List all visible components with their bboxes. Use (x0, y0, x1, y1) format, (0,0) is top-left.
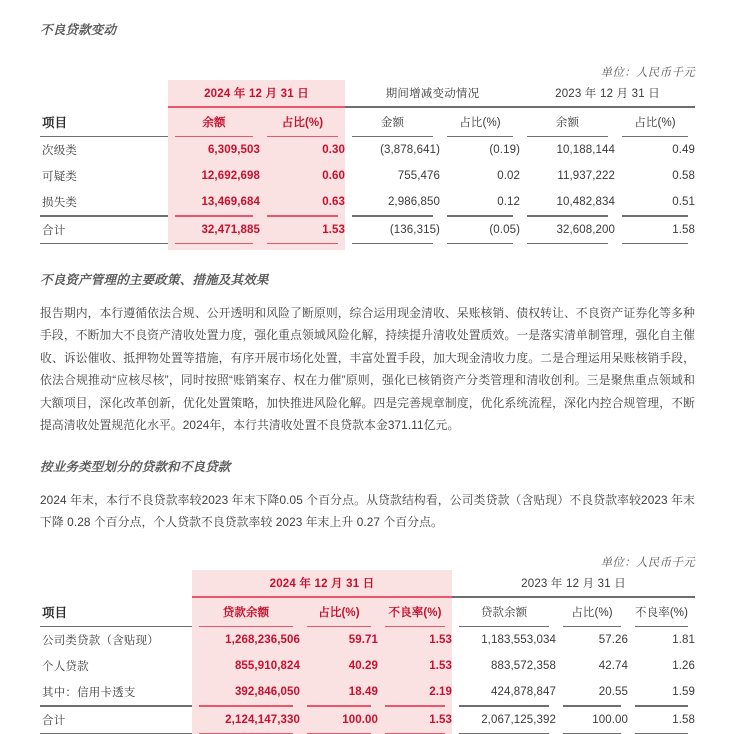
column-header-2024-share: 占比(%) (260, 108, 345, 136)
row-cell: 12,692,698 (168, 163, 260, 189)
column-header-item: 项目 (42, 115, 68, 130)
total-cell: 32,471,885 (168, 217, 260, 243)
group-header-blank (40, 570, 192, 596)
group-header-2024: 2024 年 12 月 31 日 (168, 80, 345, 106)
loans-by-type-table (40, 570, 695, 734)
row-cell: 10,188,144 (556, 144, 616, 157)
column-header-item: 项目 (42, 605, 68, 620)
table-row (40, 679, 695, 705)
column-header-2024-share: 占比(%) (300, 598, 378, 626)
row-cell: 18.49 (300, 679, 378, 705)
row-label: 可疑类 (42, 171, 78, 184)
row-cell: 1.53 (378, 627, 452, 653)
unit-label-table2: 单位：人民币千元 (600, 556, 695, 569)
row-cell: 2.19 (378, 679, 452, 705)
total-label: 合计 (42, 224, 66, 237)
table-row (40, 653, 695, 679)
row-label: 个人贷款 (42, 661, 89, 674)
row-cell: 0.51 (672, 196, 696, 209)
table-row (40, 163, 695, 189)
group-header-blank (40, 80, 168, 106)
npl-change-table (40, 80, 695, 250)
row-cell: 0.63 (260, 189, 345, 215)
row-cell: 1.26 (672, 660, 696, 673)
total-cell: 2,124,147,330 (192, 707, 300, 733)
column-header-change-share: 占比(%) (459, 116, 501, 129)
total-cell: 100.00 (592, 713, 629, 726)
row-cell: (3,878,641) (380, 144, 440, 157)
spacer (40, 38, 695, 64)
spacer (40, 288, 695, 302)
row-cell: 0.12 (497, 196, 521, 209)
group-header-2023: 2023 年 12 月 31 日 (555, 88, 660, 100)
row-cell: 40.29 (300, 653, 378, 679)
table-row (40, 189, 695, 215)
total-cell: 1.53 (378, 707, 452, 733)
group-header-2023: 2023 年 12 月 31 日 (521, 577, 626, 590)
row-label: 次级类 (42, 145, 78, 158)
column-header-2024-loan-balance: 贷款余额 (192, 598, 300, 626)
section-title-npa-policy: 不良资产管理的主要政策、措施及其效果 (40, 272, 269, 287)
spacer (40, 250, 695, 270)
row-cell: 11,937,222 (557, 170, 616, 183)
row-cell: 0.58 (672, 170, 696, 183)
group-header-2024: 2024 年 12 月 31 日 (192, 570, 452, 596)
row-cell: 0.60 (260, 163, 345, 189)
row-cell: 424,878,847 (490, 686, 557, 699)
total-cell: 2,067,125,392 (481, 713, 557, 726)
column-header-2024-balance: 余额 (168, 108, 260, 136)
column-header-2023-share: 占比(%) (571, 606, 613, 619)
column-header-2023-share: 占比(%) (634, 116, 676, 129)
spacer (40, 475, 695, 489)
row-cell: 855,910,824 (192, 653, 300, 679)
row-cell: 1,183,553,034 (481, 634, 557, 647)
total-cell: (136,315) (389, 223, 440, 236)
column-header-2024-npl-ratio: 不良率(%) (378, 598, 452, 626)
row-cell: 1,268,236,506 (192, 627, 300, 653)
row-cell: 6,309,503 (168, 137, 260, 163)
row-cell: 13,469,684 (168, 189, 260, 215)
column-header-2023-loan-balance: 贷款余额 (480, 606, 528, 619)
row-cell: 1.53 (378, 653, 452, 679)
paragraph-loans-by-type: 2024 年末，本行不良贷款率较2023 年末下降0.05 个百分点。从贷款结构看，公司类贷款（含贴现）不良贷款率较2023 年末下降 0.28 个百分点，个人贷款不良贷款率较 2023 年末上升 0.27 个百分点。 (40, 492, 695, 530)
table-row (40, 137, 695, 163)
row-cell: 883,572,358 (490, 660, 557, 673)
row-cell: 1.59 (672, 686, 696, 699)
row-cell: 1.81 (672, 634, 696, 647)
row-cell: 0.30 (260, 137, 345, 163)
table1-column-header-row (40, 108, 695, 136)
row-cell: 0.49 (672, 144, 696, 157)
total-cell: (0.05) (489, 223, 521, 236)
total-cell: 32,608,200 (556, 223, 616, 236)
row-cell: 0.02 (497, 170, 521, 183)
paragraph-npa-policy: 报告期内，本行遵循依法合规、公开透明和风险了断原则，综合运用现金清收、呆账核销、债权转让、不良资产证券化等多种手段，不断加大不良资产清收处置力度，强化重点领域风险化解，持续提升清收处置质效。一是落实清单制管理，强化自主催收、诉讼催收、抵押物处置等措施，有序开展市场化处置，丰富处置手段，加大现金清收力度。二是合理运用呆账核销手段，依法合规推动“应核尽核”，同时按照“账销案存、权在力催”原则，强化已核销资产分类管理和清收创利。三是聚焦重点领域和大额项目，深化改革创新，优化处置策略，加快推进风险化解。四是完善规章制度，优化系统流程，深化内控合规管理，不断提高清收处置规范化水平。2024年，本行共清收处置不良贷款本金371.11亿元。 (40, 305, 695, 433)
row-cell: 59.71 (300, 627, 378, 653)
row-label: 其中：信用卡透支 (42, 687, 136, 700)
section-title-loans-by-type: 按业务类型划分的贷款和不良贷款 (40, 459, 231, 474)
unit-label-table1: 单位：人民币千元 (600, 67, 695, 79)
spacer (40, 534, 695, 554)
section-title-npl-change: 不良贷款变动 (40, 23, 117, 37)
table1-group-header-row (40, 80, 695, 106)
table2-column-header-row (40, 598, 695, 626)
total-cell: 1.53 (260, 217, 345, 243)
row-cell: 755,476 (397, 170, 440, 183)
table-row (40, 627, 695, 653)
row-cell: (0.19) (489, 144, 521, 157)
table-total-row (40, 707, 695, 733)
total-cell: 100.00 (300, 707, 378, 733)
row-label: 公司类贷款（含贴现） (42, 635, 159, 648)
column-header-2023-npl-ratio: 不良率(%) (635, 606, 689, 619)
row-cell: 20.55 (598, 686, 629, 699)
row-cell: 42.74 (598, 660, 629, 673)
row-cell: 392,846,050 (192, 679, 300, 705)
column-header-2023-balance: 余额 (555, 116, 580, 129)
total-cell: 1.58 (672, 223, 696, 236)
group-header-change: 期间增减变动情况 (385, 88, 480, 100)
column-header-change-amount: 金额 (380, 116, 405, 129)
row-label: 损失类 (42, 197, 78, 210)
total-label: 合计 (42, 714, 66, 727)
total-cell: 1.58 (672, 713, 696, 726)
table-total-row (40, 217, 695, 243)
table2-group-header-row (40, 570, 695, 596)
spacer (40, 437, 695, 457)
row-cell: 2,986,850 (387, 196, 440, 209)
row-cell: 57.26 (598, 634, 629, 647)
row-cell: 10,482,834 (556, 196, 616, 209)
